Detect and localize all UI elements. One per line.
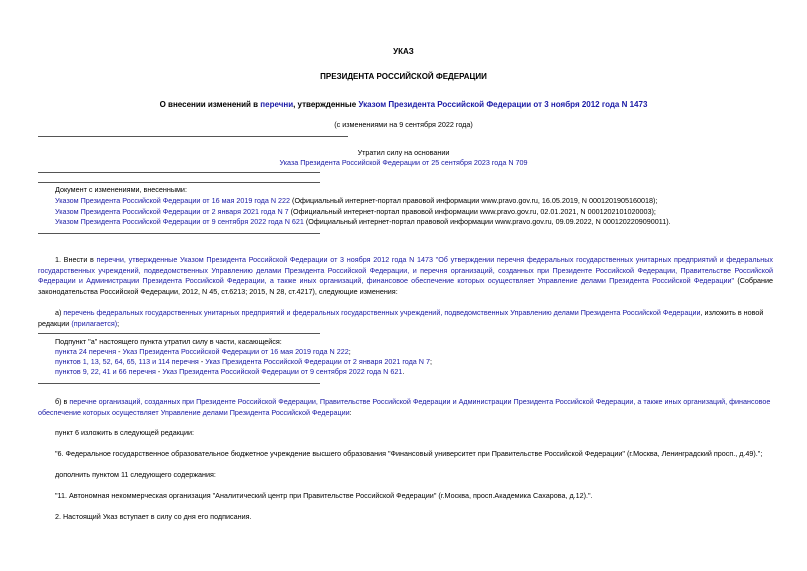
link-attached[interactable]: (прилагается) xyxy=(71,318,118,328)
edition-note: (с изменениями на 9 сентября 2022 года) xyxy=(334,120,473,129)
change-source: (Официальный интернет-портал правовой информации www.pravo.gov.ru, 16.05.2019, N 0001201905160018); xyxy=(290,196,658,205)
para1-text-1: 1. Внести в xyxy=(55,255,97,264)
subtitle-text-2: , утвержденные xyxy=(293,100,359,109)
divider xyxy=(38,333,320,334)
link-decree-222[interactable]: Указом Президента Российской Федерации от 16 мая 2019 года N 222 xyxy=(55,196,291,205)
list-item xyxy=(55,367,404,378)
paragraph-b xyxy=(38,397,773,418)
list-item xyxy=(55,217,671,228)
paragraph-a xyxy=(38,308,773,329)
link-item-24[interactable]: пункта 24 перечня xyxy=(55,347,117,356)
expired-notice-text: Утратил силу на основании xyxy=(357,148,450,157)
link-items-9-22[interactable]: пунктов 9, 22, 41 и 66 перечня xyxy=(55,367,156,376)
list-item xyxy=(55,207,656,218)
punct: . xyxy=(402,367,405,376)
title-president: ПРЕЗИДЕНТА РОССИЙСКОЙ ФЕДЕРАЦИИ xyxy=(320,72,487,81)
divider xyxy=(38,182,320,183)
para-a-text-2: , изложить в новой редакции xyxy=(38,308,764,328)
note-heading: Подпункт "а" настоящего пункта утратил силу в части, касающейся: xyxy=(55,337,282,346)
link-lists[interactable]: перечни xyxy=(260,100,294,109)
divider xyxy=(38,233,320,234)
para-a-text-1: а) xyxy=(55,308,64,317)
link-decree-621-note[interactable]: Указ Президента Российской Федерации от 9 сентября 2022 года N 621 xyxy=(162,367,403,376)
link-decree-7-note[interactable]: Указ Президента Российской Федерации от 2 января 2021 года N 7 xyxy=(205,357,430,366)
body-line: 2. Настоящий Указ вступает в силу со дня его подписания. xyxy=(55,512,252,521)
link-decree-621[interactable]: Указом Президента Российской Федерации от 9 сентября 2022 года N 621 xyxy=(55,217,304,226)
body-line: "6. Федеральное государственное образовательное бюджетное учреждение высшего образования "Финансовый университет при Правительстве Российской Федерации" (г.Москва, Ленинградский просп., д.49)."; xyxy=(55,449,763,458)
list-item xyxy=(55,347,351,358)
change-source: (Официальный интернет-портал правовой информации www.pravo.gov.ru, 09.09.2022, N 0001202209090011). xyxy=(303,217,671,226)
subtitle-text-1: О внесении изменений в xyxy=(159,100,261,109)
link-decree-222-note[interactable]: Указ Президента Российской Федерации от 16 мая 2019 года N 222 xyxy=(122,347,349,356)
title-decree: УКАЗ xyxy=(393,47,414,56)
link-items-1-13[interactable]: пунктов 1, 13, 52, 64, 65, 113 и 114 перечня xyxy=(55,357,199,366)
body-line: пункт 6 изложить в следующей редакции: xyxy=(55,428,195,437)
divider xyxy=(38,136,348,137)
link-decree-709[interactable]: Указа Президента Российской Федерации от 25 сентября 2023 года N 709 xyxy=(279,158,528,167)
para-b-text-2: : xyxy=(349,407,352,417)
separator: - xyxy=(155,367,163,376)
link-lists-1473[interactable]: перечни, утвержденные Указом Президента Российской Федерации от 3 ноября 2012 года N 1473 "Об утверждении перечня федеральных государственных унитарных предприятий и федеральных государственных учреждений, подведомственных Управлению делами Президента Российской Федерации, и перечня организаций, созданных при Президенте Российской Федерации, Правительстве Российской Федерации и Администрации Президента Российской Федерации, а также иных организаций, финансовое обеспечение которых осуществляет Управление делами Президента Российской Федерации" xyxy=(38,255,773,285)
body-line: "11. Автономная некоммерческая организация "Аналитический центр при Правительстве Российской Федерации" (г.Москва, просп.Академика Сахарова, д.12).". xyxy=(55,491,593,500)
link-decree-1473[interactable]: Указом Президента Российской Федерации от 3 ноября 2012 года N 1473 xyxy=(358,100,648,109)
document-subtitle xyxy=(0,100,807,109)
list-item xyxy=(55,357,432,368)
para-a-text-3: ; xyxy=(117,318,120,328)
link-list-organizations[interactable]: перечне организаций, созданных при Президенте Российской Федерации, Правительстве Российской Федерации и Администрации Президента Российской Федерации, а также иных организаций, финансовое обеспечение которых осуществляет Управление делами Президента Российской Федерации xyxy=(38,397,771,417)
para-b-text-1: б) в xyxy=(55,397,70,406)
changes-heading: Документ с изменениями, внесенными: xyxy=(55,185,187,194)
link-decree-7[interactable]: Указом Президента Российской Федерации от 2 января 2021 года N 7 xyxy=(55,207,289,216)
separator: - xyxy=(116,347,123,356)
separator: - xyxy=(198,357,206,366)
link-list-enterprises[interactable]: перечень федеральных государственных унитарных предприятий и федеральных государственных учреждений, подведомственных Управлению делами Президента Российской Федерации xyxy=(63,308,701,317)
punct: ; xyxy=(348,347,351,356)
punct: ; xyxy=(430,357,432,366)
list-item xyxy=(55,196,657,207)
para1-text-2: (Собрание законодательства Российской Федерации, 2012, N 45, ст.6213; 2015, N 28, ст.4217), следующие изменения: xyxy=(38,276,773,296)
body-line: дополнить пунктом 11 следующего содержания: xyxy=(55,470,216,479)
change-source: (Официальный интернет-портал правовой информации www.pravo.gov.ru, 02.01.2021, N 0001202101020003); xyxy=(288,207,656,216)
divider xyxy=(38,383,320,384)
paragraph-1 xyxy=(38,255,773,297)
divider xyxy=(38,172,320,173)
